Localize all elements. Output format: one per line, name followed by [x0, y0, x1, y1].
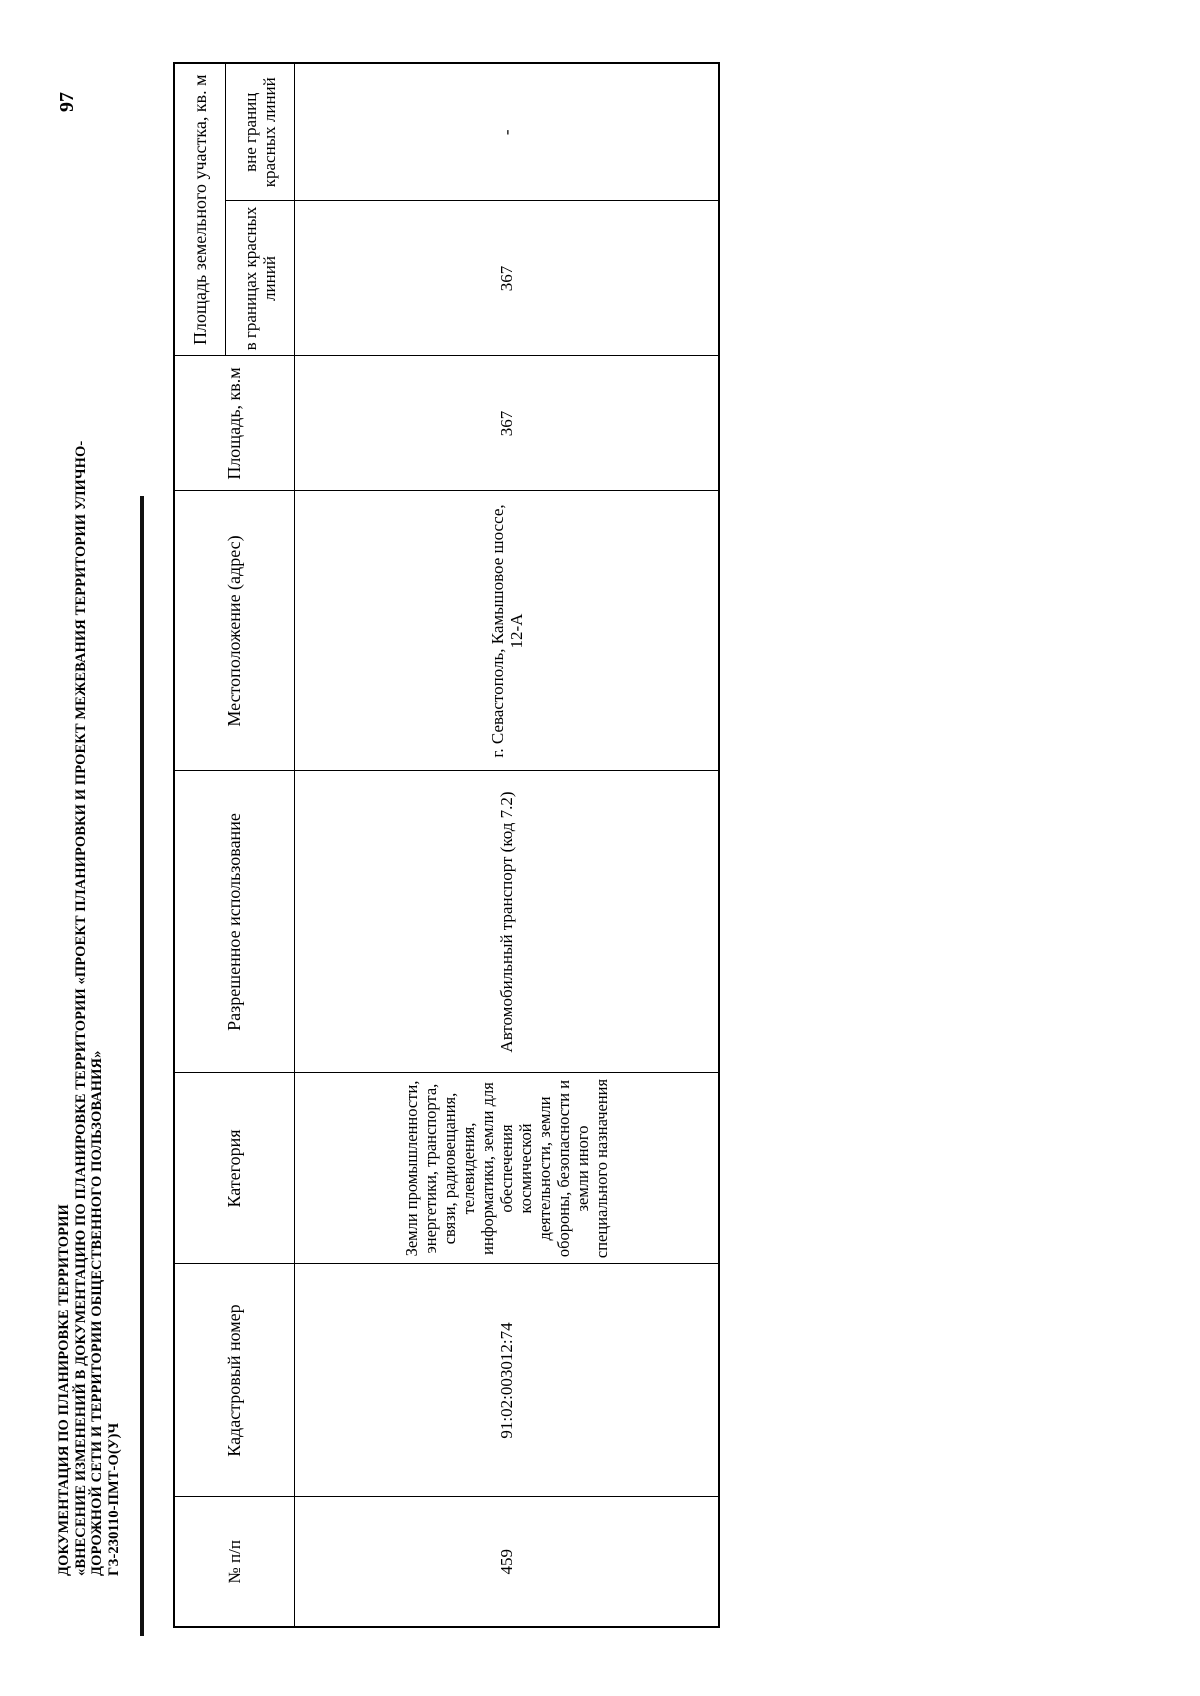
cell-location: г. Севастополь, Камышовое шоссе, 12-А: [295, 491, 720, 771]
header-line-2: «ВНЕСЕНИЕ ИЗМЕНЕНИЙ В ДОКУМЕНТАЦИЮ ПО ПЛАНИРОВКЕ ТЕРРИТОРИИ «ПРОЕКТ ПЛАНИРОВКИ И ПРОЕКТ МЕЖЕВАНИЯ ТЕРРИТОРИИ УЛИЧНО-: [72, 440, 89, 1576]
header-inside-red-lines: в границах красных линий: [226, 201, 295, 356]
header-line-1: ДОКУМЕНТАЦИЯ ПО ПЛАНИРОВКЕ ТЕРРИТОРИИ: [56, 1204, 72, 1576]
header-line-4: ГЗ-230110-ПМТ-О(У)Ч: [105, 1422, 122, 1576]
cell-inside-red-lines: 367: [295, 201, 720, 356]
header-location: Местоположение (адрес): [174, 491, 295, 771]
document-header: [56, 276, 122, 1576]
header-line-3: ДОРОЖНОЙ СЕТИ И ТЕРРИТОРИИ ОБЩЕСТВЕННОГО ПОЛЬЗОВАНИЯ»: [89, 1050, 105, 1576]
header-plot-area-group: Площадь земельного участка, кв. м: [174, 63, 226, 356]
cell-outside-red-lines: -: [295, 63, 720, 201]
cell-permitted-use: Автомобильный транспорт (код 7.2): [295, 771, 720, 1073]
header-area: Площадь, кв.м: [174, 356, 295, 491]
land-plots-table: [173, 62, 720, 1628]
cell-cadastral: 91:02:003012:74: [295, 1264, 720, 1497]
header-outside-red-lines: вне границ красных линий: [226, 63, 295, 201]
header-permitted-use: Разрешенное использование: [174, 771, 295, 1073]
cell-num: 459: [295, 1497, 720, 1627]
header-category: Категория: [174, 1073, 295, 1264]
page-number: 97: [56, 92, 78, 112]
table-row: [295, 63, 720, 1627]
cell-area: 367: [295, 356, 720, 491]
header-rule: [140, 496, 144, 1636]
header-cadastral: Кадастровый номер: [174, 1264, 295, 1497]
header-num: № п/п: [174, 1497, 295, 1627]
cell-category: Земли промышленности, энергетики, транспорта, связи, радиовещания, телевидения, информатики, земли для обеспечения космической деятельности, земли обороны, безопасности и земли иного специального назначения: [295, 1073, 720, 1264]
